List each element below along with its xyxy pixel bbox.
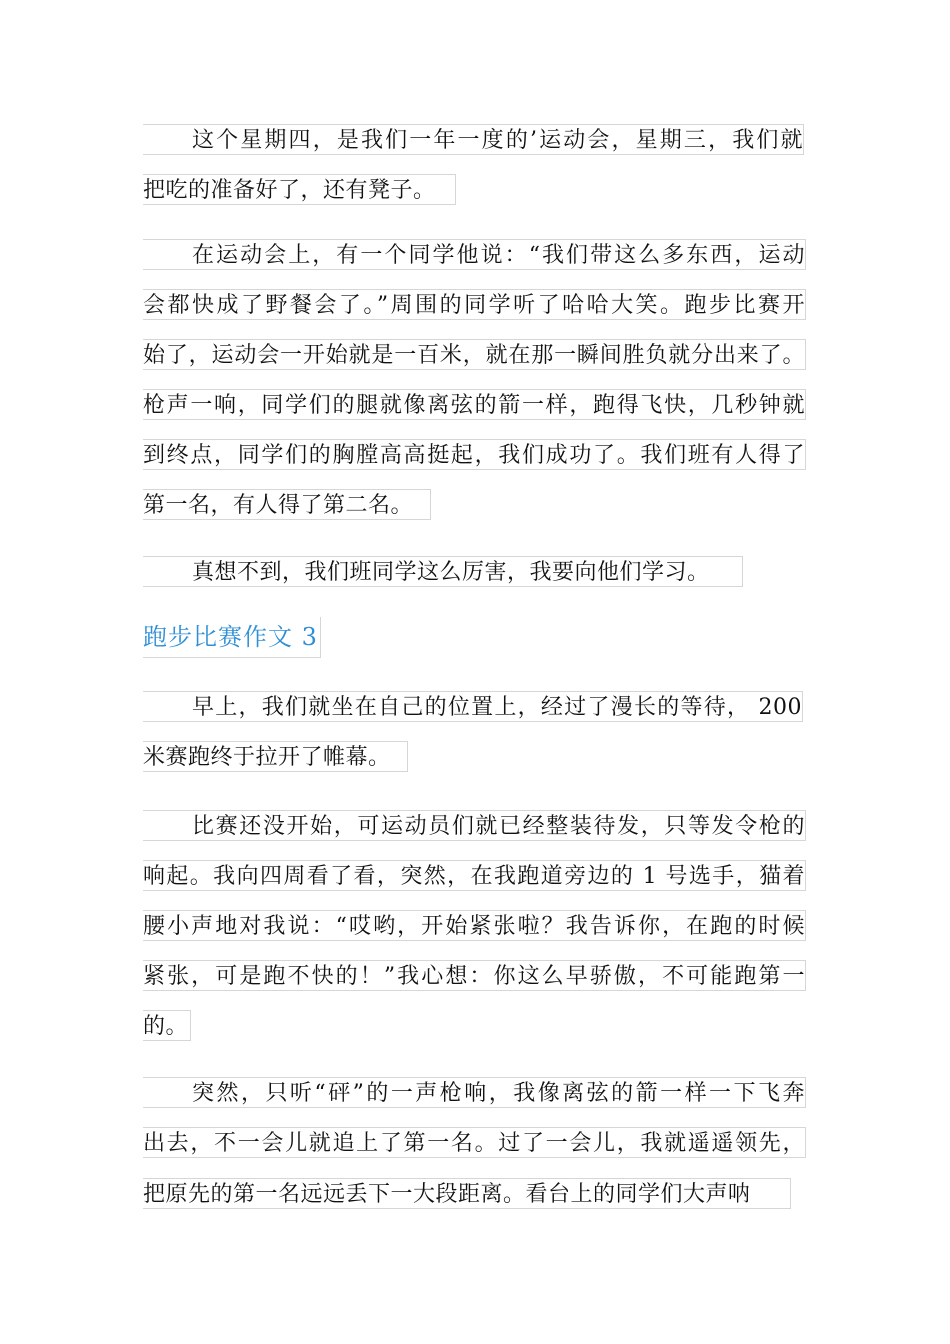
paragraph-3-line-1: 真想不到，我们班同学这么厉害，我要向他们学习。 [143,556,743,587]
paragraph-4-line-2: 米赛跑终于拉开了帷幕。 [143,741,408,772]
section-heading: 跑步比赛作文 3 [143,617,321,658]
paragraph-5-line-2: 响起。我向四周看了看，突然，在我跑道旁边的 1 号选手，猫着 [143,860,806,891]
paragraph-5-line-3: 腰小声地对我说：“哎哟，开始紧张啦？我告诉你，在跑的时候 [143,910,806,941]
paragraph-4-line-1: 早上，我们就坐在自己的位置上，经过了漫长的等待， 200 [143,691,803,722]
paragraph-2-line-6: 第一名，有人得了第二名。 [143,489,431,520]
paragraph-5-line-4: 紧张，可是跑不快的！”我心想：你这么早骄傲，不可能跑第一 [143,960,806,991]
paragraph-6-line-1: 突然，只听“砰”的一声枪响，我像离弦的箭一样一下飞奔 [143,1077,806,1108]
paragraph-2-line-5: 到终点，同学们的胸膛高高挺起，我们成功了。我们班有人得了 [143,439,806,470]
paragraph-1-line-1: 这个星期四，是我们一年一度的’运动会，星期三，我们就 [143,124,804,155]
paragraph-5-line-5: 的。 [143,1010,191,1041]
paragraph-2-line-1: 在运动会上，有一个同学他说：“我们带这么多东西，运动 [143,239,806,270]
paragraph-6-line-2: 出去，不一会儿就追上了第一名。过了一会儿，我就遥遥领先， [143,1127,806,1158]
paragraph-6-line-3: 把原先的第一名远远丢下一大段距离。看台上的同学们大声呐 [143,1178,791,1209]
paragraph-5-line-1: 比赛还没开始，可运动员们就已经整装待发，只等发令枪的 [143,810,806,841]
paragraph-2-line-3: 始了，运动会一开始就是一百米，就在那一瞬间胜负就分出来了。 [143,339,806,370]
paragraph-2-line-4: 枪声一响，同学们的腿就像离弦的箭一样，跑得飞快，几秒钟就 [143,389,806,420]
paragraph-1-line-2: 把吃的准备好了，还有凳子。 [143,174,456,205]
paragraph-2-line-2: 会都快成了野餐会了。”周围的同学听了哈哈大笑。跑步比赛开 [143,289,806,320]
